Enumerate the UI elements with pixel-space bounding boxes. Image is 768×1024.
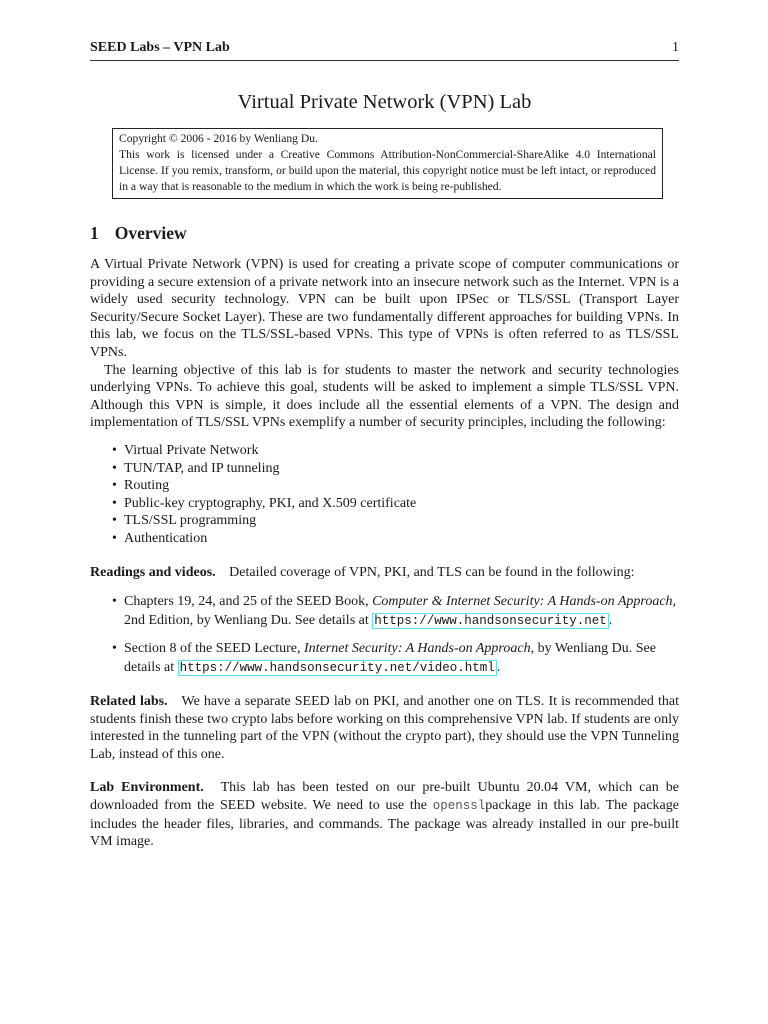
related-labs-label: Related labs. xyxy=(90,694,168,710)
lab-environment-paragraph: Lab Environment. This lab has been tested on our pre-built Ubuntu 20.04 VM, which can be downloaded from the SEED website. We need to use the opensslpackage in this lab. The package includes the header files, libraries, and commands. The package was already installed in our pre-built VM image. xyxy=(90,780,679,850)
running-header xyxy=(90,40,679,61)
list-item: • TUN/TAP, and IP tunneling xyxy=(112,460,280,476)
lab-environment-label: Lab Environment. xyxy=(90,780,204,796)
topics-list xyxy=(90,442,679,548)
list-item: • Authentication xyxy=(112,530,208,546)
license-text: This work is licensed under a Creative Commons Attribution-NonCommercial-ShareAlike 4.0 International License. If you remix, transform, or build upon the material, this copyright notice must be left intact, or reproduced in a way that is reasonable to the medium in which the work is being re-published. xyxy=(119,148,656,193)
section-number: 1 xyxy=(90,223,99,243)
readings-paragraph xyxy=(90,564,679,582)
lecture-title: Internet Security: A Hands-on Approach xyxy=(304,641,531,657)
section-title: Overview xyxy=(114,223,187,243)
copyright-notice xyxy=(112,128,663,199)
readings-label: Readings and videos. xyxy=(90,564,216,580)
readings-text: Detailed coverage of VPN, PKI, and TLS can be found in the following: xyxy=(229,564,635,580)
related-labs-paragraph xyxy=(90,693,679,763)
bullet-icon: • xyxy=(112,594,117,610)
copyright-line: Copyright © 2006 - 2016 by Wenliang Du. xyxy=(119,132,318,145)
page-number: 1 xyxy=(672,40,679,55)
related-labs-text: We have a separate SEED lab on PKI, and another one on TLS. It is recommended that students finish these two crypto labs before working on this comprehensive VPN lab. If students are only interested in the tunneling part of the VPN (without the crypto part), they should use the VPN Tunneling Lab, instead of this one. xyxy=(90,694,680,762)
bullet-icon: • xyxy=(112,478,117,494)
list-item: • Virtual Private Network xyxy=(112,442,259,458)
video-link[interactable]: https://www.handsonsecurity.net/video.html xyxy=(179,660,495,675)
list-item: • Public-key cryptography, PKI, and X.509 certificate xyxy=(112,495,417,511)
bullet-icon: • xyxy=(112,460,117,476)
list-item: • Routing xyxy=(112,478,170,494)
header-title: SEED Labs – VPN Lab xyxy=(90,40,230,55)
section-heading-overview xyxy=(90,223,679,244)
bullet-icon: • xyxy=(112,513,117,529)
overview-paragraph-1: A Virtual Private Network (VPN) is used for creating a private scope of computer communications or providing a secure extension of a private network into an insecure network such as the Internet. VPN is a widely used security technology. VPN can be built upon IPSec or TLS/SSL (Transport Layer Security/Secure Socket Layer). These are two fundamentally different approaches for building VPNs. In this lab, we focus on the TLS/SSL-based VPNs. This type of VPNs is often referred to as TLS/SSL VPNs. xyxy=(90,257,679,360)
list-item: • TLS/SSL programming xyxy=(112,513,257,529)
book-title: Computer & Internet Security: A Hands-on Approach xyxy=(372,594,673,610)
document-page xyxy=(90,40,679,851)
overview-paragraph-2: The learning objective of this lab is for students to master the network and security technologies underlying VPNs. To achieve this goal, students will be asked to implement a simple TLS/SSL VPN. Although this VPN is simple, it does include all the essential elements of a VPN. The design and implementation of TLS/SSL VPNs exemplify a number of security principles, including the following: xyxy=(90,362,679,431)
book-link[interactable]: https://www.handsonsecurity.net xyxy=(374,613,607,628)
openssl-code: openssl xyxy=(432,799,486,814)
bullet-icon: • xyxy=(112,442,117,458)
list-item: • Section 8 of the SEED Lecture, Internet Security: A Hands-on Approach, by Wenliang Du. See details at https://www.handsonsecurity.net/video.html . xyxy=(112,641,656,675)
bullet-icon: • xyxy=(112,530,117,546)
readings-list xyxy=(90,593,679,677)
bullet-icon: • xyxy=(112,495,117,511)
bullet-icon: • xyxy=(112,641,117,657)
document-title: Virtual Private Network (VPN) Lab xyxy=(237,91,532,113)
list-item: • Chapters 19, 24, and 25 of the SEED Book, Computer & Internet Security: A Hands-on Approach, 2nd Edition, by Wenliang Du. See details at https://www.handsonsecurity.net . xyxy=(112,594,677,628)
